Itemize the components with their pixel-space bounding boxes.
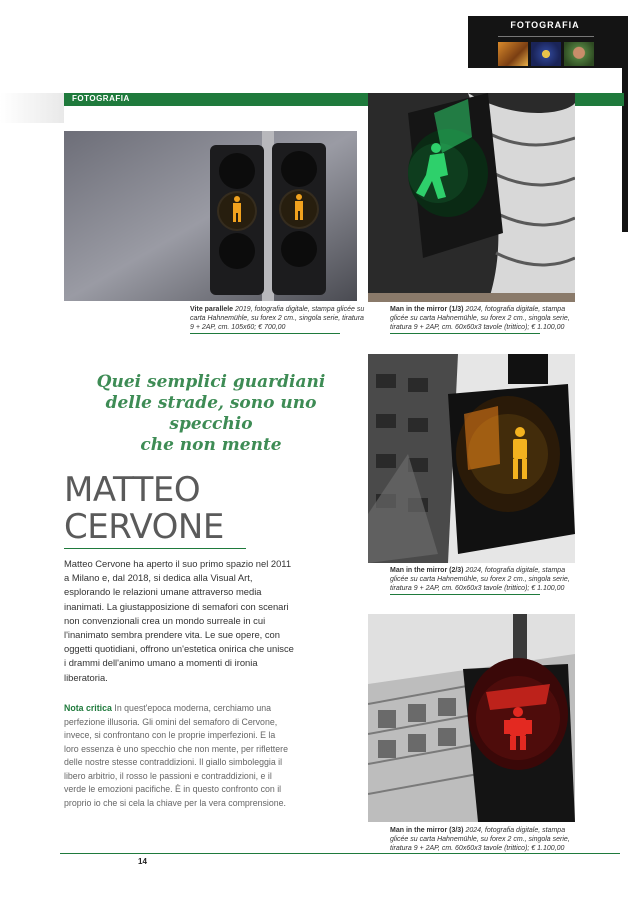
- caption-title: Man in the mirror (1/3): [390, 306, 464, 313]
- section-tab-label: FOTOGRAFIA: [510, 20, 580, 30]
- caption-man-in-the-mirror-3: [390, 826, 582, 853]
- critic-note-text: In quest'epoca moderna, cerchiamo una perfezione illusoria. Gli omini del semaforo di Cervone, invece, si confrontano con le proprie imperfezioni. E la loro essenza è uno specchio che non mente, per riflettere delle nostre stesse contraddizioni. Il giallo simboleggia il libero arbitrio, il rosso le passioni e contraddizioni, e il verde le emozioni pacifiche. È in questo confronto con il proprio io che si cela la chiave per la vera comprensione.: [64, 703, 288, 808]
- photo-man-in-the-mirror-2: [368, 354, 575, 563]
- artist-name-rule: [64, 548, 246, 549]
- pull-quote-line: delle strade, sono uno specchio: [105, 393, 317, 434]
- caption-rule: [390, 333, 540, 334]
- caption-man-in-the-mirror-1: [390, 305, 582, 332]
- caption-details: 2024, fotografia digitale, stampa glicée su carta Hahnemühle, su forex 2 cm., singola serie, tiratura 9 + 2AP, cm. 60x60x3 tavole (trittico); € 1.100,00: [390, 567, 570, 592]
- caption-details: 2019, fotografia digitale, stampa glicée su carta Hahnemühle, su forex 2 cm., singola serie, tiratura 9 + 2AP, cm. 105x60; € 700,00: [190, 306, 365, 331]
- page-number: 14: [138, 857, 147, 866]
- header-fade: [0, 93, 64, 123]
- thumbnail-blue-artwork: [531, 42, 561, 66]
- caption-details: 2024, fotografia digitale, stampa glicée su carta Hahnemühle, su forex 2 cm., singola serie, tiratura 9 + 2AP, cm. 60x60x3 tavole (trittico); € 1.100,00: [390, 827, 570, 852]
- caption-title: Vite parallele: [190, 306, 234, 313]
- artist-name: [64, 472, 224, 546]
- artist-bio: Matteo Cervone ha aperto il suo primo spazio nel 2011 a Milano e, dal 2018, si dedica alla Visual Art, esplorando le relazioni umane attraverso media inanimati. La giustapposizione di semafori con scenari non convenzionali crea un mondo surreale in cui l'inanimato sembra prendere vita. Le sue opere, con oggetti quotidiani, offrono un'estetica onirica che unisce i drammi dell'animo umano a momenti di ironia liberatoria.: [64, 558, 294, 683]
- caption-title: Man in the mirror (3/3): [390, 827, 464, 834]
- footer-rule: [60, 853, 620, 854]
- photo-vite-parallele: [64, 131, 357, 301]
- photo-man-in-the-mirror-3: [368, 614, 575, 822]
- caption-man-in-the-mirror-2: [390, 566, 582, 593]
- thumbnail-orange-artwork: [498, 42, 528, 66]
- artist-last-name: CERVONE: [64, 507, 224, 547]
- caption-rule: [390, 594, 540, 595]
- critic-note: [64, 702, 290, 810]
- caption-title: Man in the mirror (2/3): [390, 567, 464, 574]
- pull-quote-line: Quei semplici guardiani: [96, 372, 326, 392]
- pull-quote: [66, 372, 356, 456]
- pull-quote-line: che non mente: [140, 435, 282, 455]
- section-tab-divider: [498, 36, 594, 37]
- caption-rule: [190, 333, 340, 334]
- caption-details: 2024, fotografia digitale, stampa glicée su carta Hahnemühle, su forex 2 cm., singola serie, tiratura 9 + 2AP, cm. 60x60x3 tavole (trittico); € 1.100,00: [390, 306, 570, 331]
- section-header-label: FOTOGRAFIA: [72, 94, 130, 103]
- photo-man-in-the-mirror-1: [368, 93, 575, 302]
- side-strip: [622, 16, 628, 232]
- artist-first-name: MATTEO: [64, 470, 201, 510]
- critic-note-label: Nota critica: [64, 703, 112, 713]
- caption-vite-parallele: [190, 305, 366, 332]
- thumbnail-portrait: [564, 42, 594, 66]
